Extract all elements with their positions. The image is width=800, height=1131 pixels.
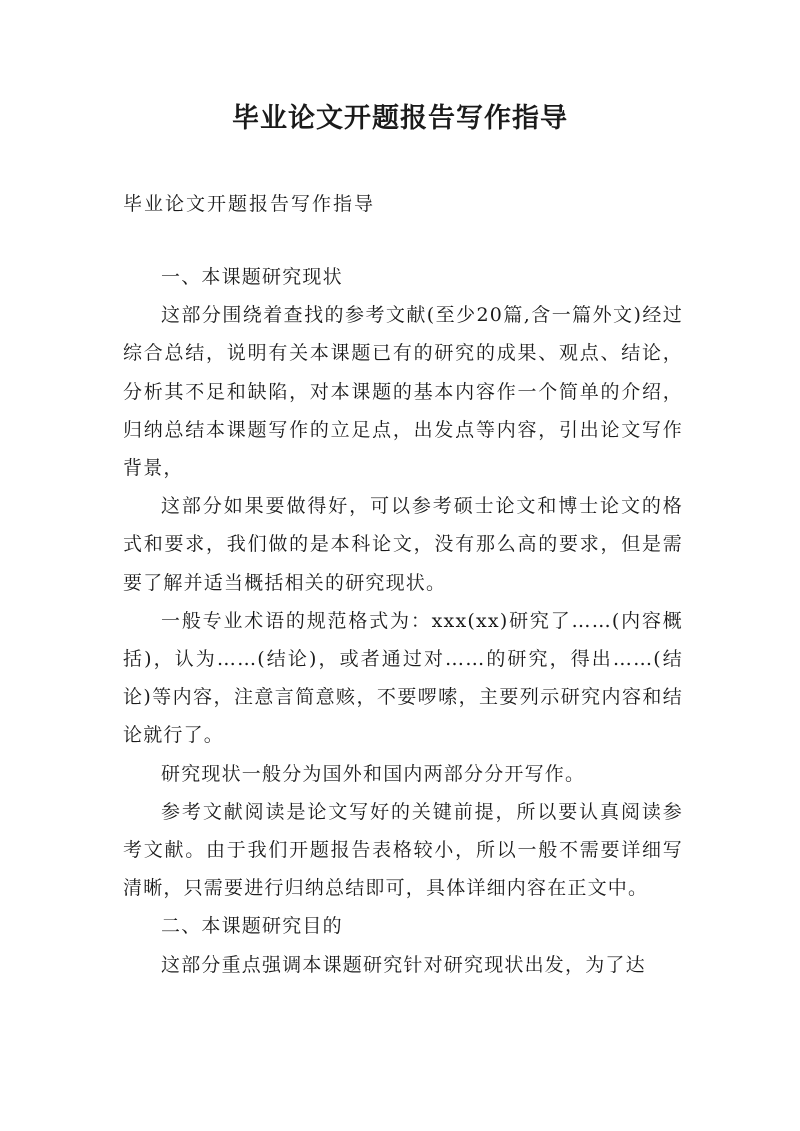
paragraph: 参考文献阅读是论文写好的关键前提，所以要认真阅读参考文献。由于我们开题报告表格较小，所以一般不需要详细写清晰，只需要进行归纳总结即可，具体详细内容在正文中。 (123, 800, 683, 900)
paragraph: 这部分围绕着查找的参考文献(至少20篇,含一篇外文)经过综合总结，说明有关本课题已有的研究的成果、观点、结论，分析其不足和缺陷，对本课题的基本内容作一个简单的介绍，归纳总结本课题写作的立足点，出发点等内容，引出论文写作背景， (123, 304, 683, 480)
document-subtitle: 毕业论文开题报告写作指导 (123, 193, 376, 215)
paragraph: 这部分如果要做得好，可以参考硕士论文和博士论文的格式和要求，我们做的是本科论文，没有那么高的要求，但是需要了解并适当概括相关的研究现状。 (123, 495, 683, 594)
section-heading-research-status: 一、本课题研究现状 (161, 266, 343, 288)
paragraph: 研究现状一般分为国外和国内两部分分开写作。 (161, 762, 586, 785)
document-body (123, 258, 683, 984)
paragraph: 这部分重点强调本课题研究针对研究现状出发，为了达 (161, 953, 646, 976)
section-heading-research-purpose: 二、本课题研究目的 (161, 915, 343, 938)
document-title: 毕业论文开题报告写作指导 (232, 103, 568, 134)
paragraph: 一般专业术语的规范格式为：xxx(xx)研究了……(内容概括)，认为……(结论)，或者通过对……的研究，得出……(结论)等内容，注意言简意赅，不要啰嗦，主要列示研究内容和结论就行了。 (123, 609, 683, 747)
